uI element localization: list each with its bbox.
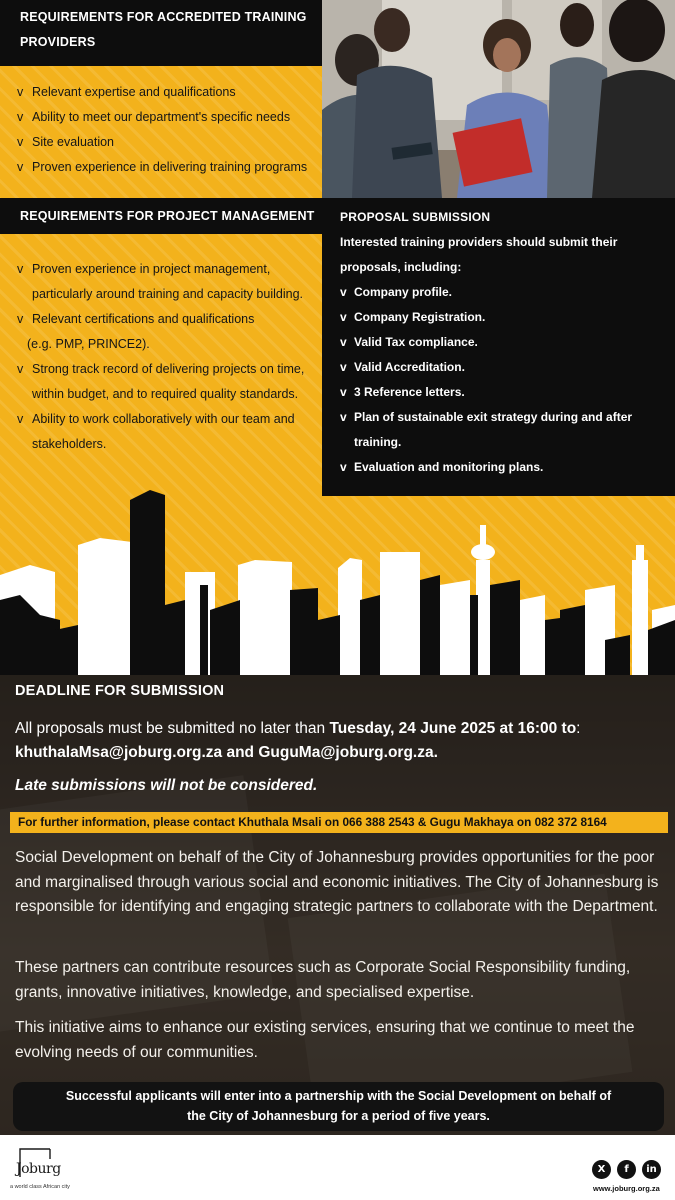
list-item: v Valid Accreditation. [340,355,675,380]
bullet-marker: v [17,262,24,276]
bullet-marker: v [340,410,347,424]
proposal-list [340,280,675,480]
info-section [0,675,675,1135]
list-item-continuation: training. [354,435,402,449]
proposal-intro-line2: proposals, including: [340,260,462,274]
website-link[interactable]: www.joburg.org.za [593,1184,660,1193]
bullet-marker: v [17,412,24,426]
project-management-list [17,257,317,457]
bullet-marker: v [340,310,347,324]
deadline-emails[interactable]: khuthalaMsa@joburg.org.za and GuguMa@joburg.org.za. [15,744,438,761]
list-item: v Proven experience in project management, [17,257,317,282]
training-requirements-header [0,0,322,66]
list-item-continuation: (e.g. PMP, PRINCE2). [27,337,150,351]
footer [0,1135,675,1200]
description-paragraph: These partners can contribute resources such as Corporate Social Responsibility funding, grants, innovative initiatives, knowledge, and specialised expertise. [15,959,631,1001]
bullet-marker: v [17,362,24,376]
city-skyline-graphic [0,490,675,675]
list-item: v Plan of sustainable exit strategy during and after [340,405,675,430]
social-links [592,1160,661,1179]
description-paragraph: Social Development on behalf of the City of Johannesburg provides opportunities for the poor and marginalised through various social and economic initiatives. The City of Johannesburg is responsible for identifying and engaging strategic partners to collaborate with the Department. [15,849,659,915]
partnership-banner [13,1082,664,1131]
partnership-line1: Successful applicants will enter into a partnership with the Social Development on behalf of [65,1089,612,1103]
contact-info-bar: For further information, please contact Khuthala Msali on 066 388 2543 & Gugu Makhaya on 082 372 8164 [10,812,668,833]
facebook-icon[interactable]: f [617,1160,636,1179]
x-twitter-icon[interactable]: X [592,1160,611,1179]
photo-illustration [322,0,675,198]
training-title-line1: REQUIREMENTS FOR ACCREDITED TRAINING [20,10,307,24]
deadline-text: All proposals must be submitted no later than Tuesday, 24 June 2025 at 16:00 to: khuthalaMsa@joburg.org.za and GuguMa@joburg.org.za. [15,720,581,761]
bullet-marker: v [340,360,347,374]
list-item: v Company Registration. [340,305,675,330]
project-management-title: REQUIREMENTS FOR PROJECT MANAGEMENT [20,209,315,223]
list-item-continuation: within budget, and to required quality standards. [32,387,299,401]
bullet-marker: v [340,460,347,474]
team-meeting-photo [322,0,675,198]
list-item: v Evaluation and monitoring plans. [340,455,675,480]
bullet-marker: v [17,312,24,326]
list-item: v Valid Tax compliance. [340,330,675,355]
bullet-marker: v [17,110,24,124]
partnership-line2: the City of Johannesburg for a period of five years. [187,1109,490,1123]
proposal-submission-box [322,198,675,496]
list-item: v Company profile. [340,280,675,305]
list-item: v Ability to meet our department's specific needs [17,105,317,130]
list-item: v Ability to work collaboratively with our team and [17,407,317,432]
deadline-title: DEADLINE FOR SUBMISSION [15,683,225,699]
list-item: v Site evaluation [17,130,317,155]
logo-wordmark: Joburg [16,1161,61,1177]
late-submissions-note: Late submissions will not be considered. [15,777,318,794]
bullet-marker: v [17,85,24,99]
joburg-logo[interactable] [10,1147,74,1193]
description-paragraph: This initiative aims to enhance our existing services, ensuring that we continue to meet the evolving needs of our communities. [15,1019,635,1061]
bullet-marker: v [340,335,347,349]
bullet-marker: v [340,285,347,299]
training-title-line2: PROVIDERS [20,35,96,49]
training-requirements-list [17,80,317,180]
bullet-marker: v [340,385,347,399]
deadline-date: Tuesday, 24 June 2025 at 16:00 to [329,720,577,737]
proposal-intro-line1: Interested training providers should submit their [340,235,618,249]
linkedin-icon[interactable]: in [642,1160,661,1179]
list-item: v Relevant certifications and qualifications [17,307,317,332]
logo-tagline: a world class African city [10,1184,70,1190]
list-item-continuation: stakeholders. [32,437,107,451]
list-item-continuation: particularly around training and capacity building. [32,287,303,301]
list-item: v Strong track record of delivering projects on time, [17,357,317,382]
project-management-header [0,198,322,234]
proposal-title: PROPOSAL SUBMISSION [340,210,491,224]
bullet-marker: v [17,160,24,174]
bullet-marker: v [17,135,24,149]
list-item: v 3 Reference letters. [340,380,675,405]
list-item: v Proven experience in delivering training programs [17,155,317,180]
list-item: v Relevant expertise and qualifications [17,80,317,105]
